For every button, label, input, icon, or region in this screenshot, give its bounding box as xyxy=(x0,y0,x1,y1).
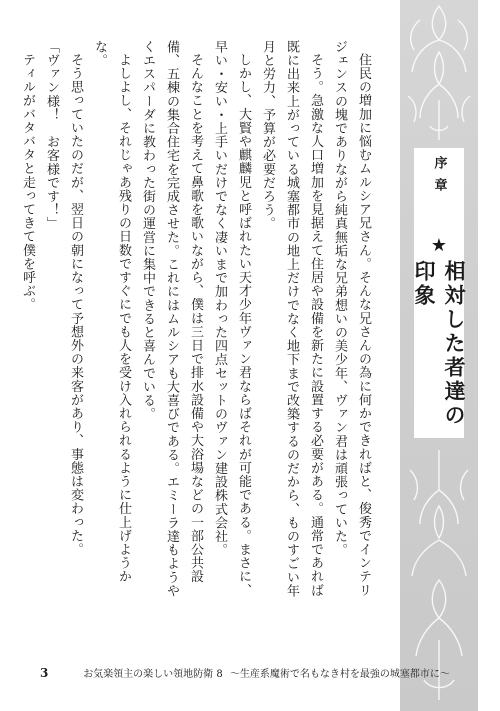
paragraph: 住民の増加に悩むムルシア兄さん。そんな兄さんの為に何かできればと、俊秀でインテリジェンスの塊でありながら純真無垢な兄弟想いの美少年、ヴァン君は頑張っていた。 xyxy=(332,40,371,597)
chapter-title: 相対した者達の印象 xyxy=(412,260,466,428)
chapter-label: 序章 xyxy=(431,156,447,200)
paragraph: よしよし、それじゃあ残りの日数ですぐにでも人を受け入れられるように仕上げようかな。 xyxy=(92,40,131,584)
running-title: お気楽領主の楽しい領地防衛 8 xyxy=(83,669,223,680)
paragraph: そんなことを考えて鼻歌を歌いながら、僕は三日で排水設備や大浴場などの一部公共設備、五棟の集合住宅を完成させた。これにはムルシアも大喜びである。エミーラ達もようやくエスパーダに教わった街の運営に集中できると喜んでいる。 xyxy=(140,40,203,598)
page-footer xyxy=(40,664,460,682)
paragraph: そう思っていたのだが、翌日の朝になって予想外の来客があり、事態は変わった。 xyxy=(68,53,83,557)
paragraph: しかし、大賢や麒麟児と呼ばれたい天才少年ヴァン君ならばそれが可能である。まさに、早い・安い・上手いだけでなく凄いまで加わった四点セットのヴァン建設株式会社。 xyxy=(212,40,251,597)
chapter-band xyxy=(400,0,478,711)
page-number: 3 xyxy=(40,666,49,680)
body-text xyxy=(20,40,375,600)
paragraph: ティルがバタバタと走ってきて僕を呼ぶ。 xyxy=(20,53,35,312)
paragraph: そう。急激な人口増加を見据えて住居や設備を新たに設置する必要がある。通常であれば既に出来上がっている城塞都市の地上だけでなく地下まで改築するのだから、ものすごい年月と労力、予算が必要だろう。 xyxy=(260,40,323,598)
dialogue-line: 「ヴァン様！ お客様です！」 xyxy=(44,40,59,231)
running-subtitle: 〜生産系魔術で名もなき村を最強の城塞都市に〜 xyxy=(229,669,450,680)
chapter-heading-block xyxy=(414,148,464,438)
star-icon: ★ xyxy=(430,235,448,256)
